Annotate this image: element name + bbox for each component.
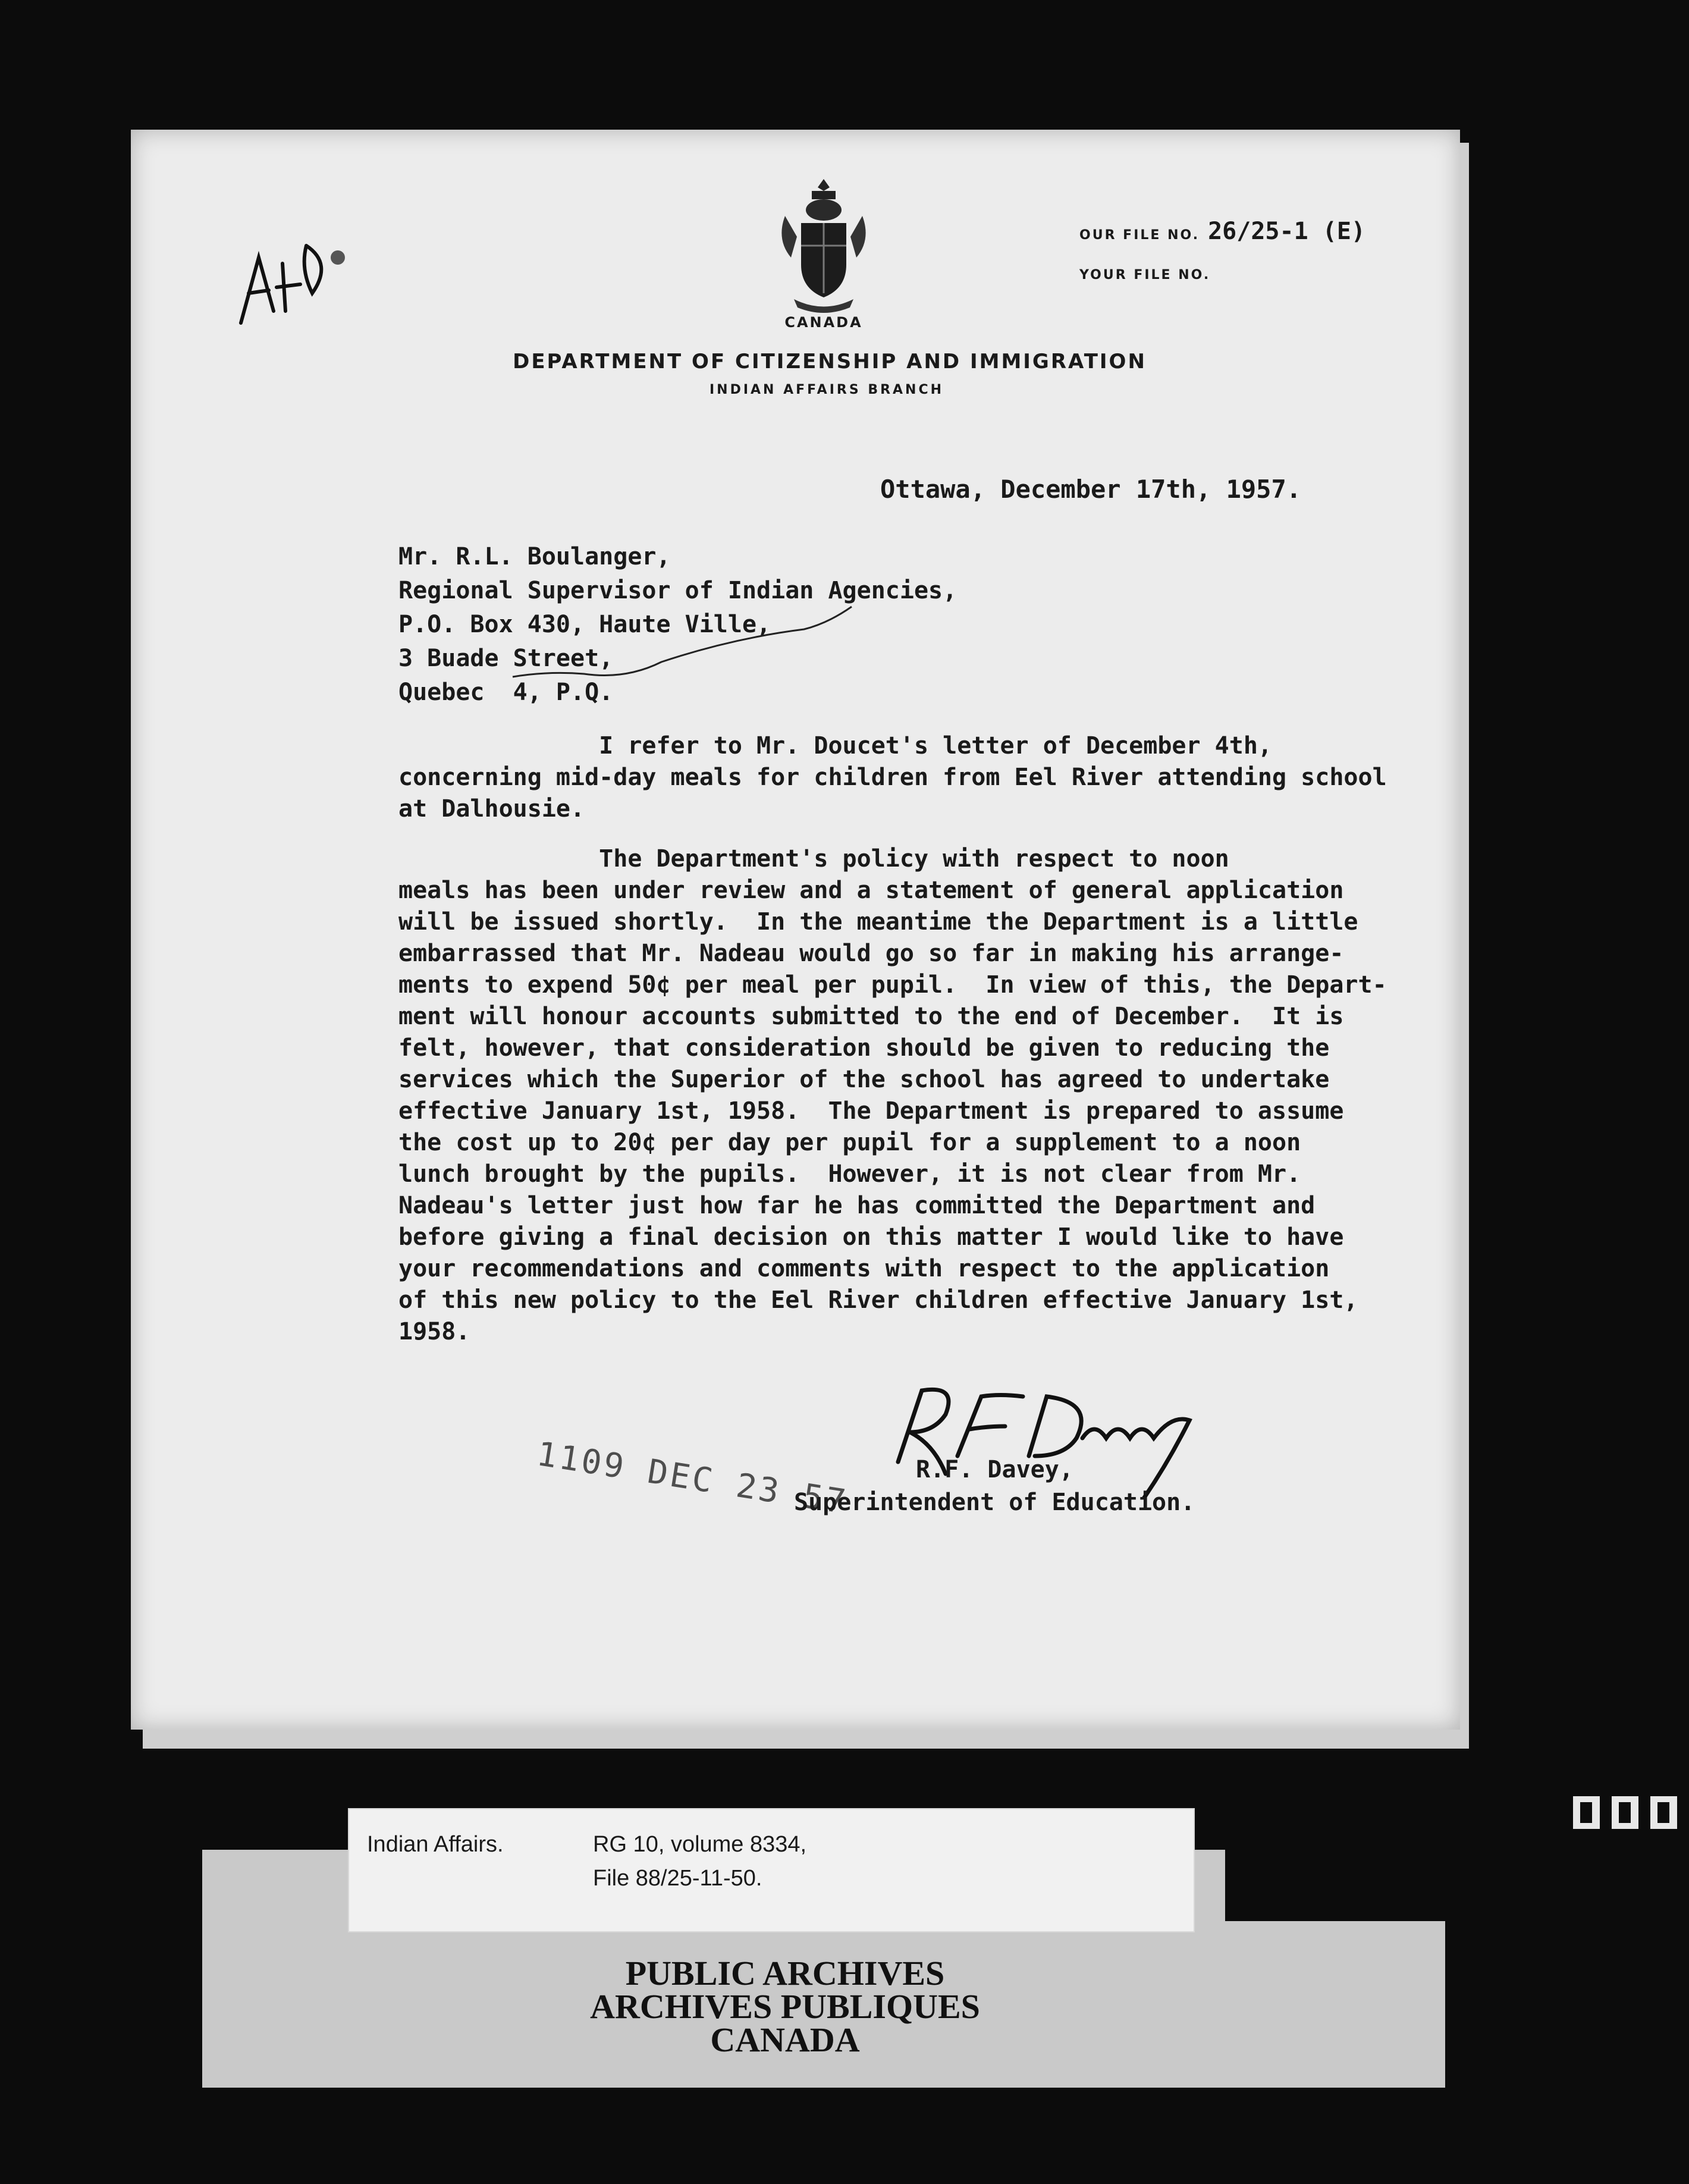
paragraph-line: ment will honour accounts submitted to the end of December. It is — [398, 1003, 1344, 1030]
archive-reference-card — [348, 1808, 1195, 1932]
our-file-value: 26/25-1 (E) — [1208, 218, 1365, 245]
paragraph-line: of this new policy to the Eel River children effective January 1st, — [398, 1286, 1358, 1314]
paragraph-line: The Department's policy with respect to noon — [398, 845, 1229, 873]
pen-strike-mark — [511, 605, 856, 683]
paragraph-line: before giving a final decision on this matter I would like to have — [398, 1223, 1344, 1251]
reference-line-2: File 88/25-11-50. — [593, 1866, 762, 1891]
your-file-number — [1079, 268, 1210, 283]
paragraph-line: ments to expend 50¢ per meal per pupil. In view of this, the Depart- — [398, 971, 1387, 999]
paragraph-line: services which the Superior of the school has agreed to undertake — [398, 1066, 1330, 1093]
paragraph-line: felt, however, that consideration should be given to reducing the — [398, 1034, 1330, 1062]
our-file-label: OUR FILE NO. — [1079, 228, 1200, 243]
paragraph-2 — [398, 843, 1387, 1348]
paragraph-line: your recommendations and comments with respect to the application — [398, 1255, 1330, 1282]
letterhead-country: CANADA — [784, 314, 863, 331]
letterhead-department: DEPARTMENT OF CITIZENSHIP AND IMMIGRATION — [513, 350, 1147, 374]
paragraph-line: 1958. — [398, 1318, 470, 1345]
paragraph-line: will be issued shortly. In the meantime the Department is a little — [398, 908, 1358, 936]
address-line: Quebec 4, P.Q. — [398, 679, 614, 706]
signer-name: R.F. Davey, — [916, 1456, 1073, 1483]
paragraph-line: lunch brought by the pupils. However, it is not clear from Mr. — [398, 1160, 1301, 1188]
address-line: P.O. Box 430, Haute Ville, — [398, 611, 771, 638]
paragraph-line: Nadeau's letter just how far he has committed the Department and — [398, 1192, 1316, 1219]
paragraph-line: concerning mid-day meals for children from Eel River attending school — [398, 764, 1387, 791]
holder-notch — [1225, 1850, 1445, 1921]
our-file-number — [1079, 218, 1365, 245]
received-date-stamp: 1109 DEC 23 57 — [534, 1435, 850, 1522]
letterhead-branch: INDIAN AFFAIRS BRANCH — [709, 382, 944, 397]
signer-title: Superintendent of Education. — [794, 1489, 1195, 1516]
letter-date: Ottawa, December 17th, 1957. — [880, 475, 1302, 504]
letter-page — [131, 130, 1460, 1730]
paragraph-line: effective January 1st, 1958. The Department is prepared to assume — [398, 1097, 1344, 1125]
reference-line-1: RG 10, volume 8334, — [593, 1832, 807, 1857]
address-line: Regional Supervisor of Indian Agencies, — [398, 577, 957, 604]
your-file-label: YOUR FILE NO. — [1079, 268, 1211, 283]
paragraph-line: the cost up to 20¢ per day per pupil for a supplement to a noon — [398, 1129, 1301, 1156]
address-line: 3 Buade Street, — [398, 645, 614, 672]
handwritten-initials-icon — [226, 222, 351, 335]
paragraph-1 — [398, 730, 1387, 825]
paragraph-line: I refer to Mr. Doucet's letter of December 4th, — [398, 732, 1273, 760]
canada-coat-of-arms-icon — [770, 174, 877, 314]
archive-name-line: CANADA — [710, 2020, 860, 2059]
archive-name — [202, 1954, 1368, 2059]
archive-name-line: PUBLIC ARCHIVES — [625, 1954, 945, 1992]
paragraph-line: embarrassed that Mr. Nadeau would go so far in making his arrange- — [398, 940, 1344, 967]
archive-name-line: ARCHIVES PUBLIQUES — [590, 1987, 980, 2026]
address-line: Mr. R.L. Boulanger, — [398, 543, 671, 570]
paragraph-line: meals has been under review and a statement of general application — [398, 877, 1344, 904]
collection-name: Indian Affairs. — [367, 1832, 504, 1857]
film-frame-marks-icon — [1567, 1784, 1689, 1838]
paragraph-line: at Dalhousie. — [398, 795, 585, 823]
